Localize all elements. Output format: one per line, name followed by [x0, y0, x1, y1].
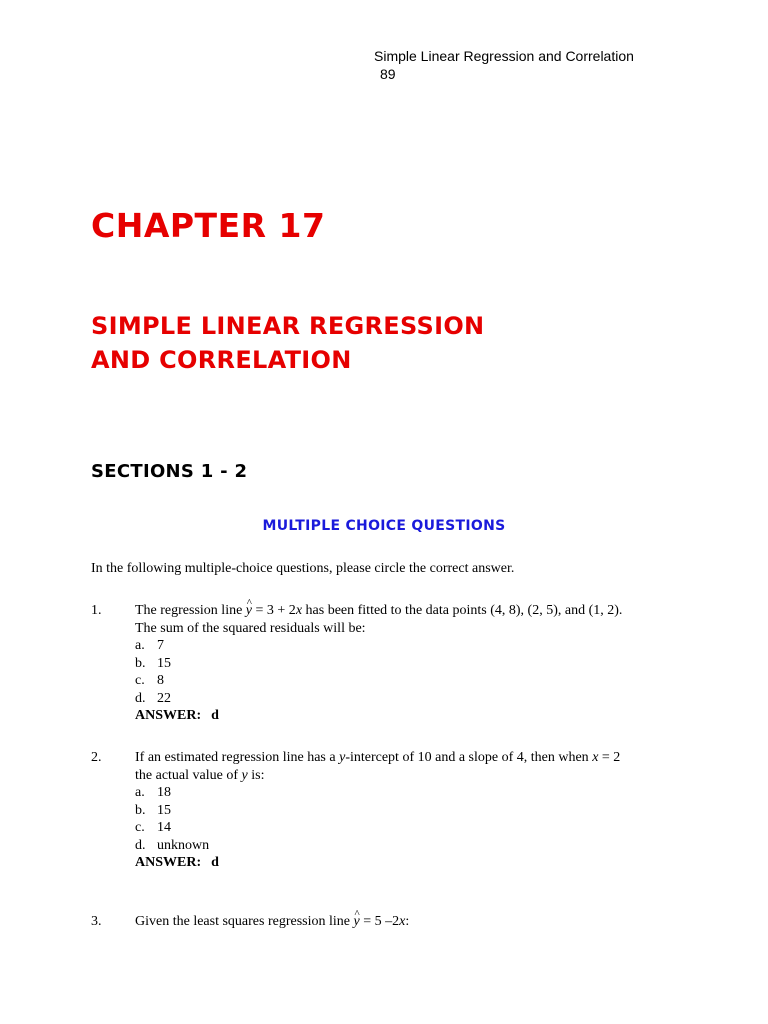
variable-x: x	[399, 914, 406, 929]
option-c[interactable]	[135, 672, 691, 690]
variable-y: y	[241, 767, 248, 783]
option-text: 15	[157, 655, 171, 671]
option-label: b.	[135, 655, 146, 671]
option-text: 15	[157, 802, 171, 818]
chapter-subtitle-line-1: SIMPLE LINEAR REGRESSION	[91, 312, 485, 340]
answer-line	[135, 707, 691, 725]
option-a[interactable]	[135, 784, 691, 802]
option-label: d.	[135, 690, 146, 706]
multiple-choice-heading: MULTIPLE CHOICE QUESTIONS	[262, 518, 506, 534]
question-number: 3.	[91, 914, 102, 929]
option-d[interactable]	[135, 837, 691, 855]
stem-equation: = 3 + 2	[255, 603, 296, 618]
section-heading: SECTIONS 1 - 2	[91, 461, 248, 482]
y-hat-symbol: ^ y	[354, 913, 360, 931]
option-text: 14	[157, 820, 171, 835]
option-text: 22	[157, 690, 171, 706]
question-3	[91, 913, 691, 931]
question-body	[135, 602, 691, 725]
stem-text: = 2	[598, 750, 621, 765]
y-hat-symbol: ^ y	[246, 602, 252, 620]
answer-value: d	[211, 855, 219, 870]
question-body	[135, 749, 691, 872]
option-label: c.	[135, 673, 145, 688]
running-header	[374, 47, 634, 83]
answer-label: ANSWER:	[135, 855, 202, 870]
question-2	[91, 749, 691, 872]
variable-x: x	[592, 750, 599, 765]
stem-text: If an estimated regression line has a	[135, 750, 340, 765]
option-text: 7	[157, 638, 164, 653]
question-number: 1.	[91, 603, 102, 618]
option-label: d.	[135, 837, 146, 853]
option-label: c.	[135, 820, 145, 835]
question-stem	[135, 913, 691, 931]
chapter-title: CHAPTER 17	[91, 206, 326, 245]
question-body	[135, 913, 691, 931]
page-number: 89	[380, 66, 396, 82]
option-text: unknown	[157, 837, 210, 853]
option-label: a.	[135, 638, 145, 653]
question-stem	[135, 602, 691, 620]
stem-text: is:	[247, 767, 265, 783]
answer-label: ANSWER:	[135, 708, 202, 723]
option-text: 18	[157, 785, 171, 800]
option-d[interactable]	[135, 690, 691, 708]
stem-text: -intercept of 10 and a slope of 4, then when	[345, 750, 593, 765]
stem-equation: = 5 –2	[359, 914, 400, 929]
answer-line	[135, 854, 691, 872]
option-b[interactable]	[135, 802, 691, 820]
running-header-title: Simple Linear Regression and Correlation	[374, 48, 634, 64]
stem-text: Given the least squares regression line	[135, 914, 354, 929]
question-number: 2.	[91, 750, 102, 765]
stem-text: has been fitted to the data points (4, 8), (2, 5), and (1, 2).	[302, 603, 623, 618]
chapter-subtitle	[91, 309, 484, 377]
option-c[interactable]	[135, 819, 691, 837]
stem-text: :	[405, 914, 410, 929]
option-a[interactable]	[135, 637, 691, 655]
question-stem-line-2: The sum of the squared residuals will be:	[135, 620, 366, 636]
question-stem	[135, 749, 691, 767]
chapter-subtitle-line-2: AND CORRELATION	[91, 346, 352, 374]
answer-value: d	[211, 708, 219, 723]
variable-x: x	[295, 603, 303, 618]
stem-text: The regression line	[135, 603, 243, 618]
option-b[interactable]	[135, 655, 691, 673]
option-text: 8	[157, 673, 164, 688]
stem-text: the actual value of	[135, 767, 242, 783]
instructions-text: In the following multiple-choice questions, please circle the correct answer.	[91, 561, 515, 576]
option-label: a.	[135, 785, 145, 800]
question-stem-line-2	[135, 767, 691, 785]
question-1	[91, 602, 691, 725]
option-label: b.	[135, 802, 146, 818]
variable-y: y	[339, 750, 346, 765]
